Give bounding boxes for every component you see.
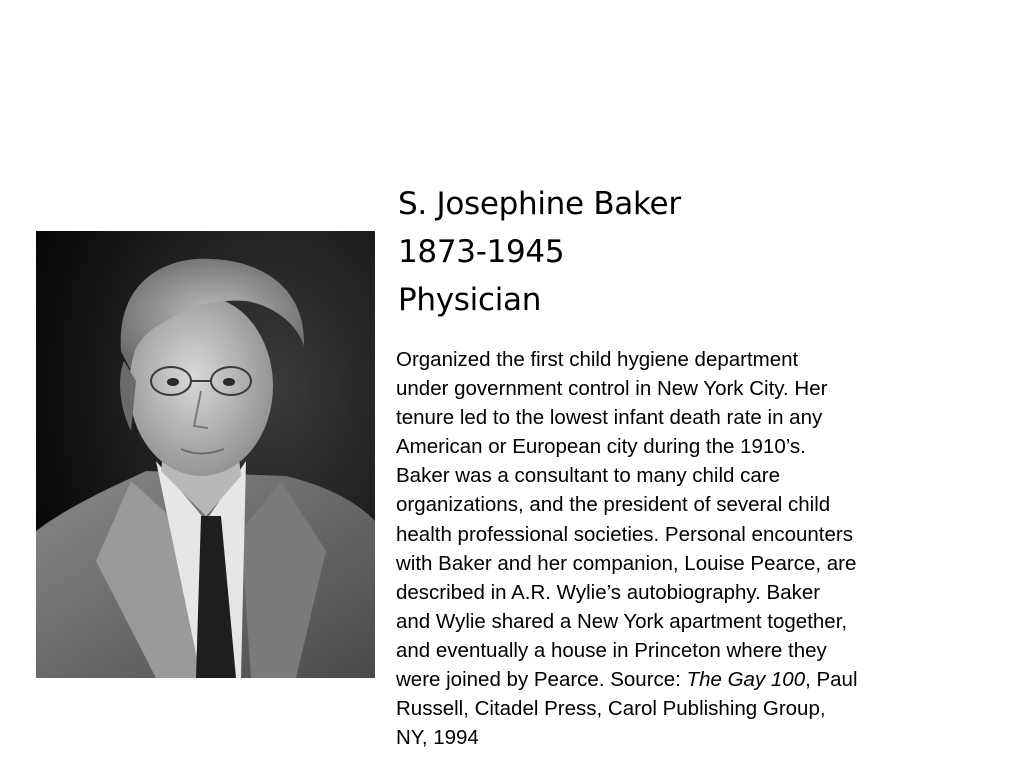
portrait-photo [36,231,375,678]
bio-line: and eventually a house in Princeton where they [396,638,827,662]
bio-line: described in A.R. Wylie’s autobiography. Baker [396,580,821,604]
person-years: 1873-1945 [398,234,565,270]
bio-line: and Wylie shared a New York apartment together, [396,609,848,633]
person-name: S. Josephine Baker [398,186,681,222]
title-block [398,180,681,324]
bio-line: with Baker and her companion, Louise Pearce, are [396,551,857,575]
bio-line: Baker was a consultant to many child care [396,464,780,488]
source-title: The Gay 100 [686,668,806,692]
bio-line: tenure led to the lowest infant death rate in any [396,406,823,430]
source-citation-line-2: Russell, Citadel Press, Carol Publishing Group, [396,697,826,721]
bio-line: health professional societies. Personal encounters [396,522,853,546]
biography-text [396,345,946,752]
bio-line: Organized the first child hygiene department [396,348,799,371]
bio-line: organizations, and the president of several child [396,493,831,517]
source-citation-line [396,665,946,694]
source-prefix: were joined by Pearce. Source: [396,668,687,692]
portrait-illustration [36,231,375,678]
person-profession: Physician [398,282,542,318]
bio-line: American or European city during the 1910’s. [396,435,806,459]
bio-line: under government control in New York City. Her [396,377,828,401]
source-suffix: , Paul [805,668,858,692]
source-citation-line-3: NY, 1994 [396,726,479,750]
